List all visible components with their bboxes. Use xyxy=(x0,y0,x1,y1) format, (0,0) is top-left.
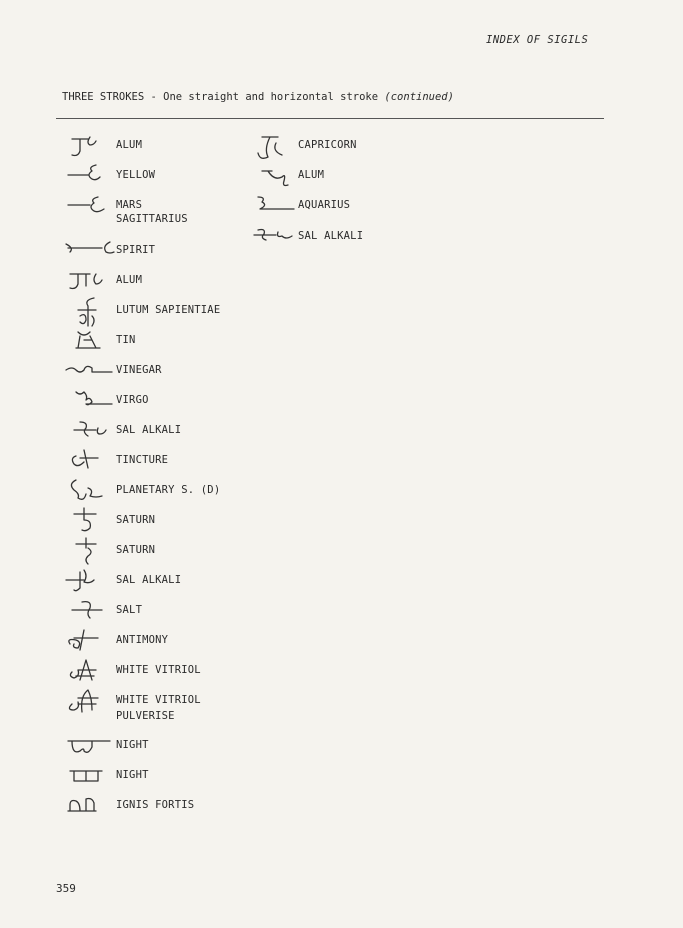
sal-alkali-3-sigil-icon xyxy=(252,224,302,254)
sigil-label: SAL ALKALI xyxy=(116,424,182,436)
sal-alkali-sigil-icon xyxy=(66,418,116,448)
yellow-sigil-icon xyxy=(66,163,116,193)
section-divider xyxy=(56,118,604,119)
sigil-label: WHITE VITRIOL xyxy=(116,664,201,676)
sigil-label: NIGHT xyxy=(116,769,149,781)
sigil-label: IGNIS FORTIS xyxy=(116,799,195,811)
sigil-label: MARS xyxy=(116,199,143,211)
capricorn-sigil-icon xyxy=(252,133,302,163)
mars-sagittarius-sigil-icon xyxy=(66,193,116,223)
sigil-label: SATURN xyxy=(116,514,156,526)
sigil-label: ANTIMONY xyxy=(116,634,169,646)
sigil-label: SAL ALKALI xyxy=(116,574,182,586)
sigil-label: ALUM xyxy=(116,139,143,151)
sigil-label: VIRGO xyxy=(116,394,149,406)
vinegar-sigil-icon xyxy=(66,358,116,388)
sigil-label: SATURN xyxy=(116,544,156,556)
virgo-sigil-icon xyxy=(66,388,116,418)
sigil-label: PLANETARY S. (D) xyxy=(116,484,221,496)
sigil-label: SALT xyxy=(116,604,143,616)
alum-sigil-2-icon xyxy=(66,268,116,298)
white-vitriol-pulverise-sigil-icon xyxy=(66,688,116,718)
white-vitriol-sigil-icon xyxy=(66,658,116,688)
lutum-sapientiae-sigil-icon xyxy=(66,298,116,328)
page-number: 359 xyxy=(56,882,76,895)
planetary-s-sigil-icon xyxy=(66,478,116,508)
sigil-label: TINCTURE xyxy=(116,454,169,466)
sigil-label: VINEGAR xyxy=(116,364,162,376)
sigil-label: AQUARIUS xyxy=(298,199,351,211)
section-title xyxy=(62,91,454,103)
sigil-label: TIN xyxy=(116,334,136,346)
sigil-label: NIGHT xyxy=(116,739,149,751)
sigil-label: ALUM xyxy=(298,169,325,181)
sigil-label: CAPRICORN xyxy=(298,139,357,151)
salt-sigil-icon xyxy=(66,598,116,628)
ignis-fortis-sigil-icon xyxy=(66,793,116,823)
spirit-sigil-icon xyxy=(66,238,116,268)
saturn-2-sigil-icon xyxy=(66,538,116,568)
tincture-sigil-icon xyxy=(66,448,116,478)
running-header: INDEX OF SIGILS xyxy=(486,34,589,46)
alum-sigil-icon xyxy=(66,133,116,163)
sigil-label: YELLOW xyxy=(116,169,156,181)
antimony-sigil-icon xyxy=(66,628,116,658)
section-continued-note: (continued) xyxy=(384,91,454,103)
sal-alkali-2-sigil-icon xyxy=(66,568,116,598)
sigil-label: SPIRIT xyxy=(116,244,156,256)
sigil-label: SAL ALKALI xyxy=(298,230,364,242)
saturn-sigil-icon xyxy=(66,508,116,538)
tin-sigil-icon xyxy=(66,328,116,358)
alum-3-sigil-icon xyxy=(252,163,302,193)
sigil-label-line-2: SAGITTARIUS xyxy=(116,213,188,225)
night-sigil-icon xyxy=(66,733,116,763)
aquarius-sigil-icon xyxy=(252,193,302,223)
sigil-label: LUTUM SAPIENTIAE xyxy=(116,304,221,316)
sigil-label-line-2: PULVERISE xyxy=(116,710,175,722)
sigil-label: ALUM xyxy=(116,274,143,286)
night-2-sigil-icon xyxy=(66,763,116,793)
sigil-label: WHITE VITRIOL xyxy=(116,694,201,706)
section-title-text: THREE STROKES - One straight and horizontal stroke xyxy=(62,91,379,103)
